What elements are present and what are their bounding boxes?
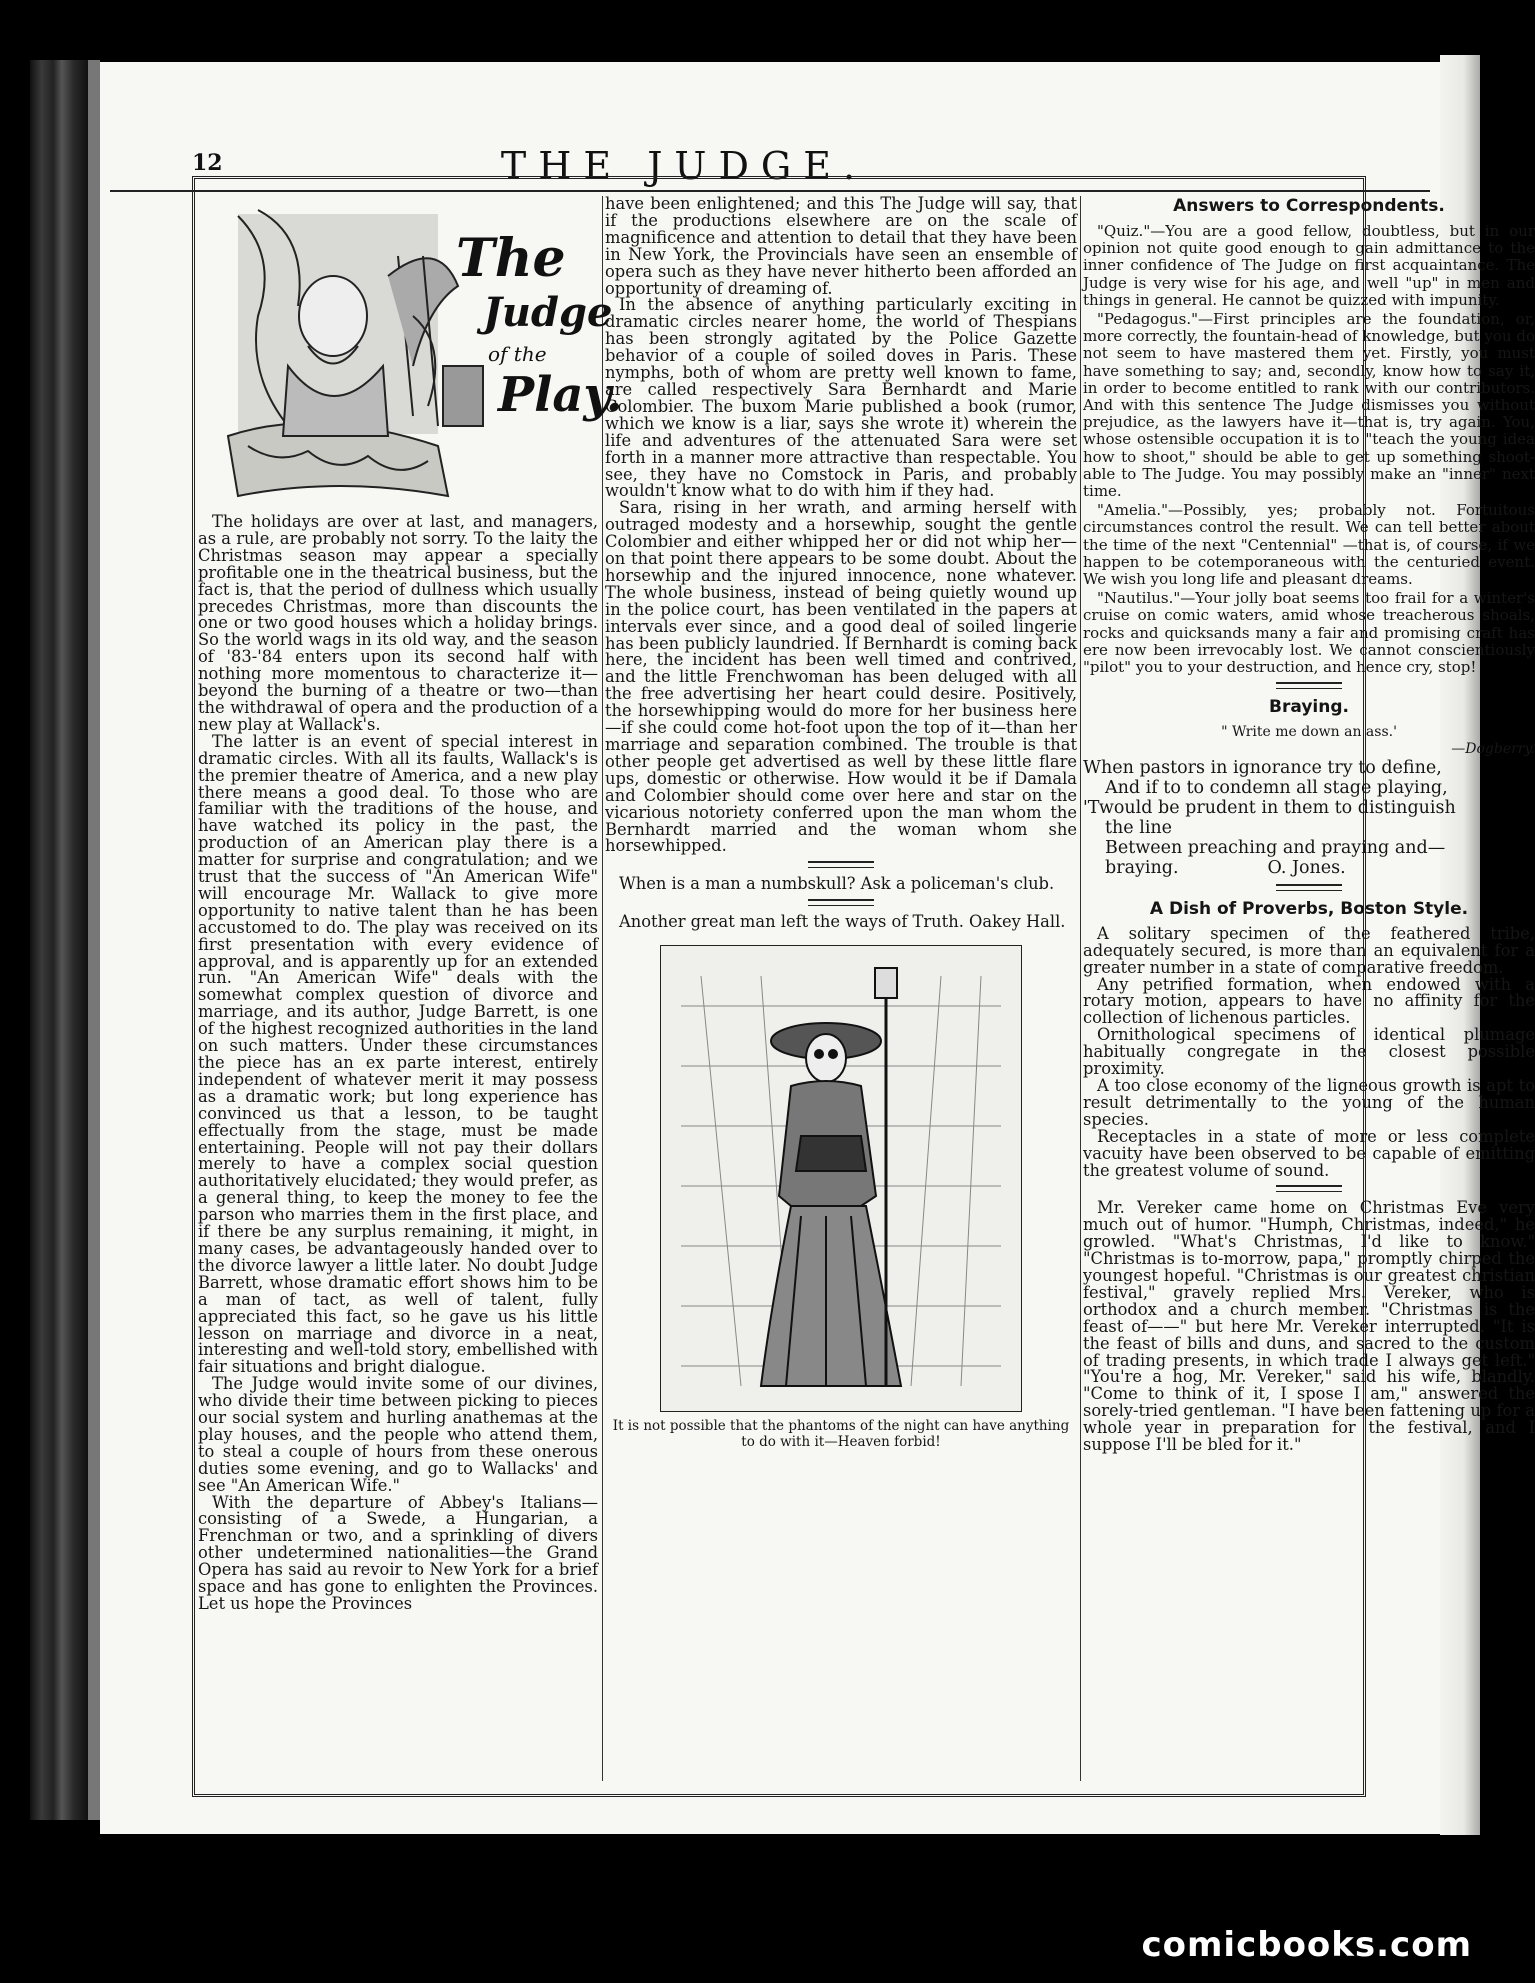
answer-paragraph: "Quiz."—You are a good fellow, doubtless, but in our opinion not quite good enough to gain admittance to the inner confidence of The Judge on first acquaintance. The Judge is very wise for his age, and well "up" in men and things in general. He cannot be quizzed with impunity. bbox=[1083, 221, 1535, 309]
logo-judge: Judge bbox=[483, 289, 613, 336]
theater-box-engraving-icon bbox=[198, 196, 623, 514]
proverb-paragraph: Any petrified formation, when endowed with a rotary motion, appears to have no affinity for the collection of lichenous particles. bbox=[1083, 974, 1535, 1028]
heading-proverbs: A Dish of Proverbs, Boston Style. bbox=[1149, 898, 1469, 919]
epigraph-source: —Dogberry. bbox=[1451, 741, 1535, 757]
poem-line: 'Twould be prudent in them to distinguish bbox=[1083, 797, 1456, 818]
proverb-paragraph: A too close economy of the ligneous growth is apt to result detrimentally to the young of the human species. bbox=[1083, 1075, 1535, 1129]
book-gutter bbox=[88, 60, 100, 1820]
article-paragraph: The Judge would invite some of our divines, who divide their time between picking to pieces our social system and hurling anathemas at the play houses, and the people who attend them, to steal a couple of hours from these onerous duties some evening, and go to Wallacks' and see "An American Wife." bbox=[198, 1374, 598, 1495]
book-spine bbox=[30, 60, 88, 1820]
newspaper-page bbox=[100, 62, 1535, 1834]
braying-poem bbox=[1083, 758, 1535, 878]
proverb-paragraph: A solitary specimen of the feathered tribe, adequately secured, is more than an equivalent for a greater number in a state of comparative freedom. bbox=[1083, 923, 1535, 977]
judge-of-the-play-illustration bbox=[198, 196, 623, 514]
article-paragraph: The latter is an event of special interest in dramatic circles. With all its faults, Wallack's is the premier theatre of America, and a new play there means a good deal. To those who are familiar with the traditions of the house, and have watched its policy in the past, the production of an American play there is a matter for surprise and congratulation; and we trust that the success of "An American Wife" will encourage Mr. Wallack to give more opportunity to native talent than he has been accustomed to do. The play was received on its first presentation with every evidence of approval, and is apparently up for an extended run. "An American Wife" deals with the somewhat complex question of divorce and marriage, and its author, Judge Barrett, is one of the highest recognized authorities in the land on such matters. Under these circumstances the piece has an ex parte interest, entirely independent of whatever merit it may possess as a dramatic work; but long experience has convinced us that a lesson, to be taught effectually from the stage, must be made entertaining. People will not pay their dollars merely to have a complex social question authoritatively elucidated; they would prefer, as a general thing, to keep the money to fee the parson who marries them in the first place, and if there be any surplus remaining, it might, in many cases, be advantageously handed over to the divorce lawyer a little later. No doubt Judge Barrett, whose dramatic effort shows him to be a man of tact, as well of talent, fully appreciated this fact, so he gave us his little lesson on marriage and divorce in a neat, interesting and well-told story, embellished with fair situations and bright dialogue. bbox=[198, 731, 598, 1377]
column-separator bbox=[602, 196, 603, 1781]
article-paragraph: In the absence of anything particularly exciting in dramatic circles nearer home, the world of Thespians has been strongly agitated by the Police Gazette behavior of a couple of soiled doves in Paris. These nymphs, both of whom are pretty well known to fame, are called respectively Sara Bernhardt and Marie Colombier. The buxom Marie published a book (rumor, which we know is a liar, says she wrote it) wherein the life and adventures of the attenuated Sara were set forth in a manner more attractive than respectable. You see, they have no Comstock in Paris, and probably wouldn't know what to do with him if they had. bbox=[605, 295, 1077, 501]
divider bbox=[808, 899, 874, 906]
poem-line: Between preaching and praying and— bbox=[1105, 837, 1446, 858]
heading-braying: Braying. bbox=[1269, 697, 1349, 718]
story-paragraph: Mr. Vereker came home on Christmas Eve very much out of humor. "Humph, Christmas, indeed," he growled. "What's Christmas, I'd like to know." "Christmas is to-morrow, papa," promptly chirped the youngest hopeful. "Christmas is our greatest christian festival," gravely replied Mrs. Vereker, who is orthodox and a church member. "Christmas is the feast of——" but here Mr. Vereker interrupted. "It is the feast of bills and duns, and sacred to the custom of trading presents, in which trade I always get left." "You're a hog, Mr. Vereker," said his wife, blandly. "Come to think of it, I spose I am," answered the sorely-tried gentleman. "I have been fattening up for a whole year in preparation for the festival, and I suppose I'll be bled for it." bbox=[1083, 1198, 1535, 1455]
watermark: comicbooks.com bbox=[1141, 1925, 1472, 1965]
page-number: 12 bbox=[192, 150, 223, 176]
epigraph: " Write me down an ass.' bbox=[1221, 724, 1397, 741]
answer-paragraph: "Nautilus."—Your jolly boat seems too frail for a winter's cruise on comic waters, amid whose treacherous shoals, rocks and quicksands many a fair and promising craft has ere now been irrevocably lost. We cannot conscientiously "pilot" you to your destruction, and hence cry, stop! bbox=[1083, 589, 1535, 676]
answers-section bbox=[1083, 223, 1535, 676]
divider bbox=[1276, 682, 1342, 689]
phantom-illustration bbox=[660, 945, 1022, 1412]
joke-paragraph: Another great man left the ways of Truth. Oakey Hall. bbox=[619, 912, 1066, 932]
masthead: THE JUDGE. bbox=[500, 144, 868, 188]
divider bbox=[808, 861, 874, 868]
header-rule bbox=[110, 190, 1430, 192]
proverb-paragraph: Ornithological specimens of identical plumage habitually congregate in the closest possible proximity. bbox=[1083, 1025, 1535, 1079]
logo-the: The bbox=[456, 228, 566, 289]
article-paragraph: Sara, rising in her wrath, and arming herself with outraged modesty and a horsewhip, sought the gentle Colombier and either whipped her or did not whip her—on that point there appears to be some doubt. About the horsewhip and the injured innocence, none whatever. The whole business, instead of being quietly wound up in the police court, has been ventilated in the papers at intervals ever since, and a good deal of soiled lingerie has been publicly laundried. If Bernhardt is coming back here, the incident has been well timed and contrived, and the little Frenchwoman has been deluged with all the free advertising her heart could desire. Positively, the horsewhipping would do more for her business here—if she could come hot-foot upon the top of it—than her marriage and separation combined. The trouble is that other people get advertised as well by these little flare ups, domestic or otherwise. How would it be if Damala and Colombier should come over here and star on the vicarious notoriety conferred upon the man whom the Bernhardt married and the woman whom she horsewhipped. bbox=[605, 498, 1077, 856]
answer-paragraph: "Amelia."—Possibly, yes; probably not. Fortuitous circumstances control the result. We can tell better about the time of the next "Centennial" —that is, of course, if we happen to be cotemporaneous with the centuried event. We wish you long life and pleasant dreams. bbox=[1083, 501, 1535, 588]
divider bbox=[1276, 884, 1342, 891]
article-paragraph: The holidays are over at last, and managers, as a rule, are probably not sorry. To the laity the Christmas season may appear a specially profitable one in the theatrical business, but the fact is, that the period of dullness which usually precedes Christmas, more than discounts the one or two good houses which a holiday brings. So the world wags in its old way, and the season of '83-'84 enters upon its second half with nothing more momentous to characterize it—beyond the burning of a theatre or two—than the withdrawal of opera and the production of a new play at Wallack's. bbox=[198, 512, 598, 734]
logo-of-the: of the bbox=[488, 342, 547, 366]
column-2 bbox=[605, 196, 1077, 1450]
column-3 bbox=[1083, 196, 1535, 1454]
poem-line: the line bbox=[1105, 817, 1173, 838]
illustration-caption: It is not possible that the phantoms of the night can have anything to do with it—Heaven forbid! bbox=[612, 1418, 1070, 1451]
column-1 bbox=[198, 196, 623, 1613]
column-separator bbox=[1080, 196, 1081, 1781]
article-paragraph: have been enlightened; and this The Judge will say, that if the productions elsewhere are on the scale of magnificence and attention to detail that they have been in New York, the Provincials have seen an ensemble of opera such as they have never hitherto been afforded an opportunity of dreaming of. bbox=[605, 194, 1077, 298]
skeleton-lady-icon bbox=[661, 946, 1021, 1411]
article-paragraph: With the departure of Abbey's Italians—consisting of a Swede, a Hungarian, a Frenchman or two, and a sprinkling of divers other undetermined nationalities—the Grand Opera has said au revoir to New York for a brief space and has gone to enlighten the Provinces. Let us hope the Provinces bbox=[198, 1492, 598, 1613]
poem-line: And if to to condemn all stage playing, bbox=[1105, 777, 1448, 798]
logo-play: Play. bbox=[498, 367, 623, 423]
divider bbox=[1276, 1185, 1342, 1192]
answer-paragraph: "Pedagogus."—First principles are the foundation, or, more correctly, the fountain-head of knowledge, but you do not seem to have mastered them yet. Firstly, you must have something to say; and, secondly, know how to say it, in order to become entitled to rank with our contributors. And with this sentence The Judge dismisses you without prejudice, as the lawyers have it—that is, try again. You, whose ostensible occupation it is to "teach the young idea how to shoot," should be able to get up something shoot-able to The Judge. You may possibly make an "inner" next time. bbox=[1083, 309, 1535, 500]
heading-answers: Answers to Correspondents. bbox=[1173, 196, 1445, 216]
proverb-paragraph: Receptacles in a state of more or less complete vacuity have been observed to be capable of emitting the greatest volume of sound. bbox=[1083, 1126, 1535, 1180]
joke-paragraph: When is a man a numbskull? Ask a policeman's club. bbox=[619, 874, 1055, 894]
poem-line: braying. O. Jones. bbox=[1105, 857, 1346, 878]
poem-line: When pastors in ignorance try to define, bbox=[1083, 757, 1442, 778]
